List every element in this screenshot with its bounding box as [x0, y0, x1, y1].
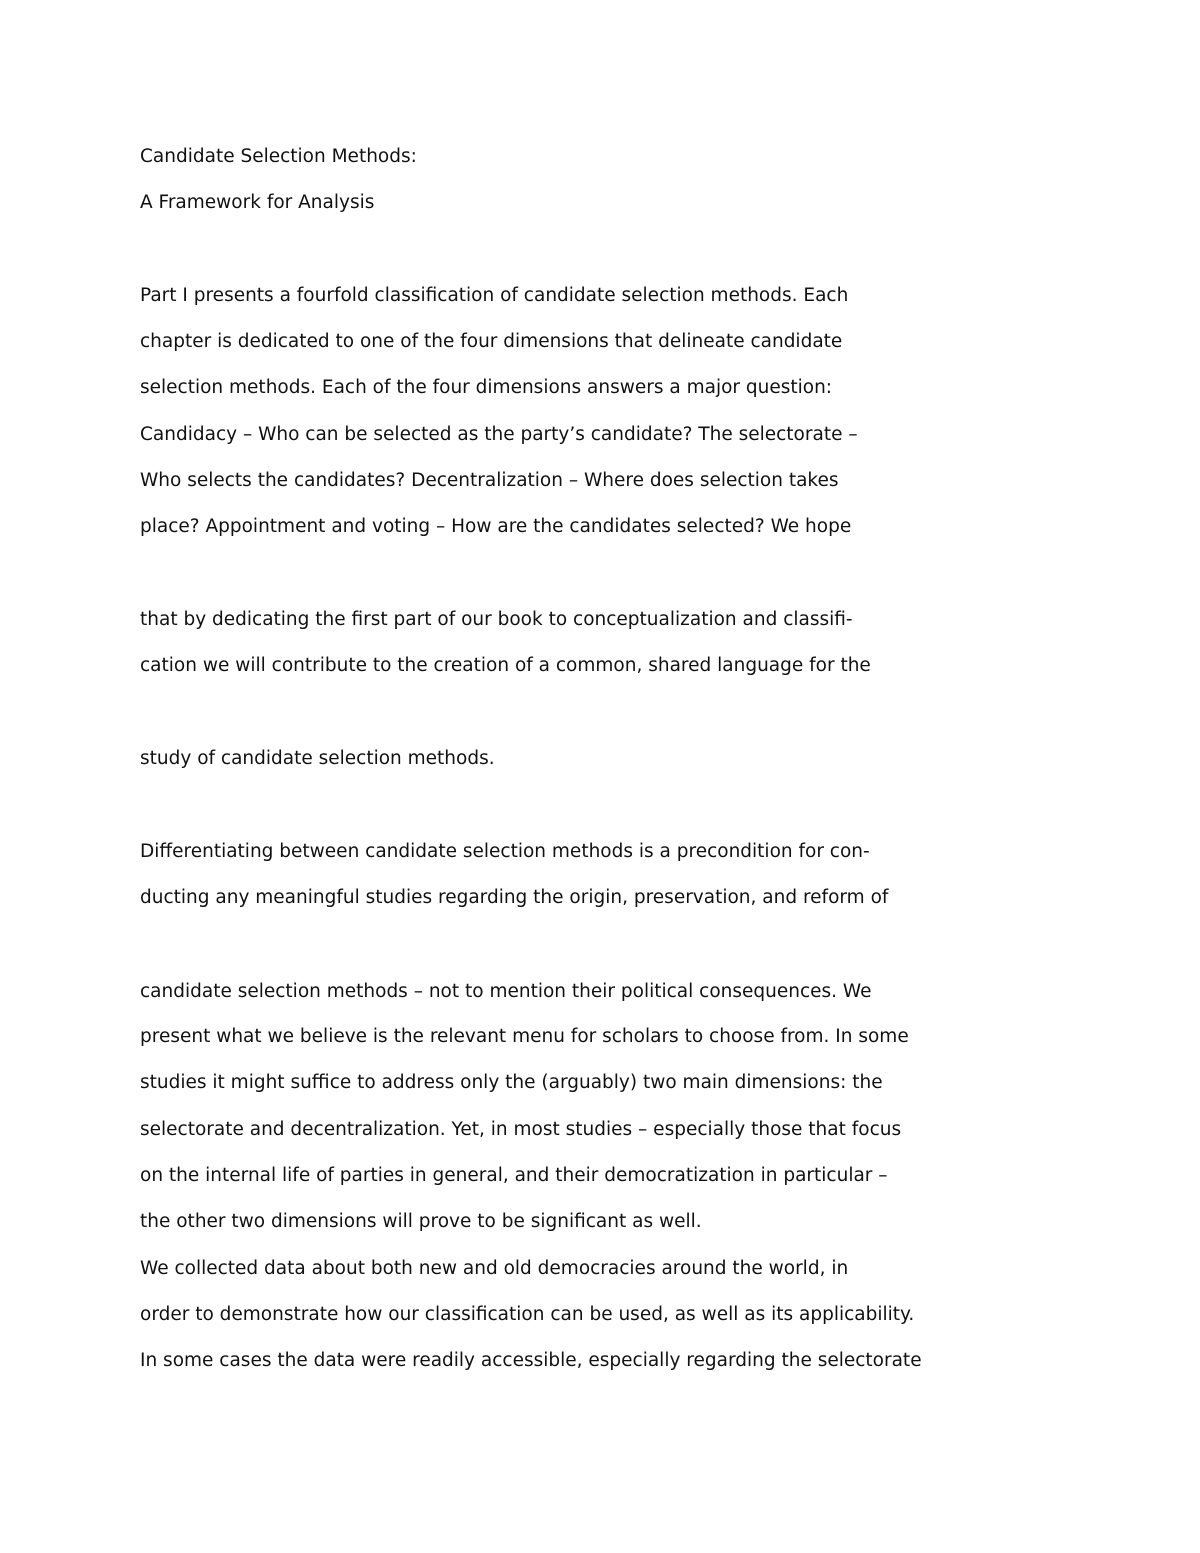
text-line: Differentiating between candidate selection methods is a precondition for con-	[140, 841, 870, 862]
text-line: Who selects the candidates? Decentralization – Where does selection takes	[140, 470, 839, 491]
text-line: We collected data about both new and old democracies around the world, in	[140, 1258, 849, 1279]
document-subtitle: A Framework for Analysis	[140, 192, 375, 213]
text-line: order to demonstrate how our classification can be used, as well as its applicability.	[140, 1304, 915, 1325]
text-line: on the internal life of parties in general, and their democratization in particular –	[140, 1165, 888, 1186]
text-line: In some cases the data were readily accessible, especially regarding the selectorate	[140, 1350, 922, 1371]
text-line: the other two dimensions will prove to be significant as well.	[140, 1211, 702, 1232]
text-line: Part I presents a fourfold classification of candidate selection methods. Each	[140, 285, 849, 306]
text-line: selectorate and decentralization. Yet, in most studies – especially those that focus	[140, 1119, 902, 1140]
text-line: chapter is dedicated to one of the four dimensions that delineate candidate	[140, 331, 843, 352]
text-line: place? Appointment and voting – How are the candidates selected? We hope	[140, 516, 852, 537]
text-line: Candidacy – Who can be selected as the party’s candidate? The selectorate –	[140, 424, 858, 445]
text-line: studies it might suffice to address only the (arguably) two main dimensions: the	[140, 1072, 883, 1093]
document-title: Candidate Selection Methods:	[140, 146, 417, 167]
text-line: candidate selection methods – not to mention their political consequences. We	[140, 981, 872, 1002]
text-line: study of candidate selection methods.	[140, 748, 495, 769]
text-line: present what we believe is the relevant menu for scholars to choose from. In some	[140, 1026, 909, 1047]
text-line: that by dedicating the first part of our book to conceptualization and classifi-	[140, 609, 853, 630]
text-line: ducting any meaningful studies regarding the origin, preservation, and reform of	[140, 887, 889, 908]
text-line: selection methods. Each of the four dimensions answers a major question:	[140, 377, 833, 398]
text-line: cation we will contribute to the creation of a common, shared language for the	[140, 655, 871, 676]
